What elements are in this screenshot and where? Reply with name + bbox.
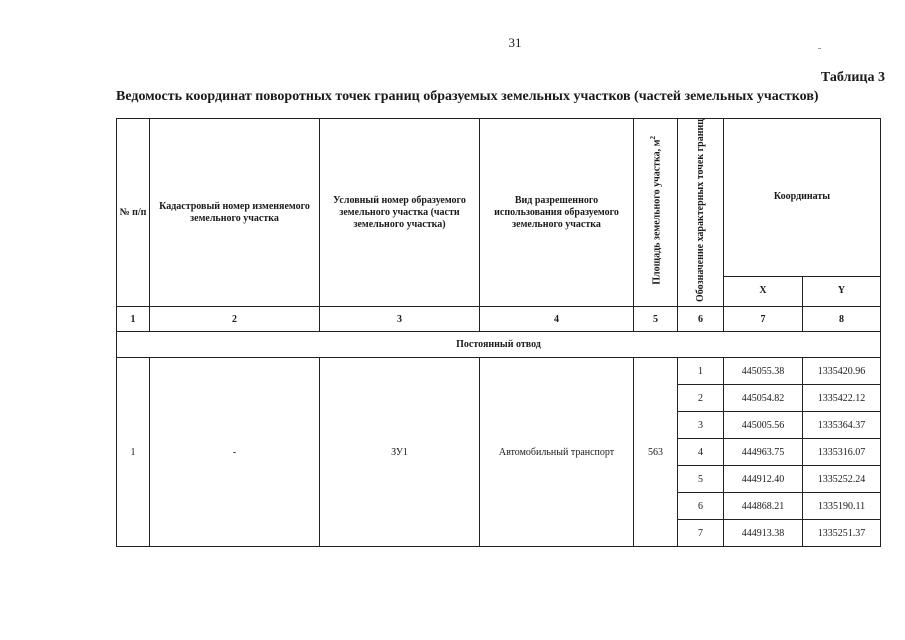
point-number: 4 (678, 439, 724, 466)
column-number: 1 (117, 307, 150, 332)
column-number: 4 (480, 307, 634, 332)
point-number: 3 (678, 412, 724, 439)
point-y: 1335316.07 (803, 439, 881, 466)
header-conditional: Условный номер образуемого земельного участка (части земельного участка) (320, 119, 480, 307)
column-number: 2 (150, 307, 320, 332)
point-y: 1335420.96 (803, 358, 881, 385)
column-number: 7 (724, 307, 803, 332)
column-number: 3 (320, 307, 480, 332)
point-x: 444868.21 (724, 493, 803, 520)
coordinates-table (116, 118, 881, 547)
page-number: 31 (508, 35, 522, 50)
table-row (117, 358, 881, 385)
record-no: 1 (117, 358, 150, 547)
scan-mark (818, 48, 821, 49)
header-points: Обозначение характерных точек границ (678, 119, 724, 307)
point-number: 7 (678, 520, 724, 547)
point-y: 1335422.12 (803, 385, 881, 412)
header-y: Y (803, 276, 881, 306)
column-number: 8 (803, 307, 881, 332)
column-number: 6 (678, 307, 724, 332)
point-x: 444913.38 (724, 520, 803, 547)
column-numbers-row (117, 307, 881, 332)
header-x: X (724, 276, 803, 306)
document-title: Ведомость координат поворотных точек границ образуемых земельных участков (частей земельных участков) (116, 89, 819, 104)
section-heading: Постоянный отвод (117, 332, 881, 358)
record-use: Автомобильный транспорт (480, 358, 634, 547)
table-label: Таблица 3 (820, 70, 885, 85)
header-use: Вид разрешенного использования образуемого земельного участка (480, 119, 634, 307)
point-x: 445055.38 (724, 358, 803, 385)
header-no: № п/п (117, 119, 150, 307)
point-y: 1335252.24 (803, 466, 881, 493)
header-area: Площадь земельного участка, $м^2$ (634, 119, 678, 307)
point-y: 1335364.37 (803, 412, 881, 439)
point-number: 5 (678, 466, 724, 493)
record-area: 563 (634, 358, 678, 547)
point-x: 444963.75 (724, 439, 803, 466)
point-number: 2 (678, 385, 724, 412)
header-coordinates: Координаты (724, 119, 881, 277)
point-y: 1335251.37 (803, 520, 881, 547)
column-number: 5 (634, 307, 678, 332)
record-conditional: ЗУ1 (320, 358, 480, 547)
point-number: 1 (678, 358, 724, 385)
point-x: 445005.56 (724, 412, 803, 439)
header-cadastral: Кадастровый номер изменяемого земельного участка (150, 119, 320, 307)
point-x: 445054.82 (724, 385, 803, 412)
record-cadastral: - (150, 358, 320, 547)
point-number: 6 (678, 493, 724, 520)
point-y: 1335190.11 (803, 493, 881, 520)
point-x: 444912.40 (724, 466, 803, 493)
